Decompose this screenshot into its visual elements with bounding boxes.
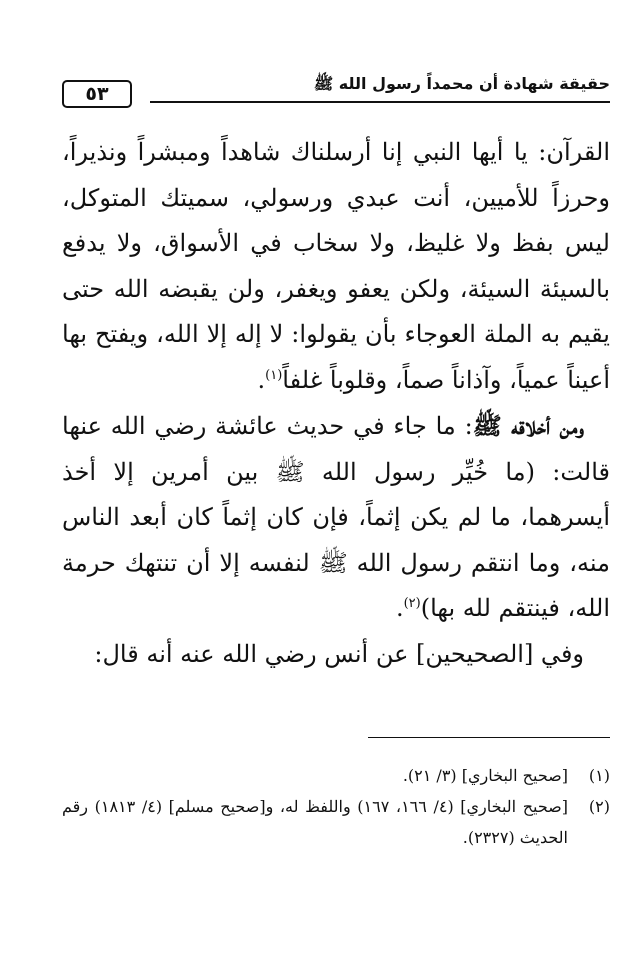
footnotes [62,760,610,853]
running-header [62,70,610,110]
page-number: ٥٣ [62,80,132,108]
footnote-text: [صحيح البخاري] (٤/ ١٦٦، ١٦٧) واللفظ له، و[صحيح مسلم] (٤/ ١٨١٣) رقم الحديث (٢٣٢٧). [62,797,569,847]
header-rule [150,101,610,103]
footnote-ref-2: (٢) [403,596,421,611]
footnote-separator [368,737,610,738]
footnote-text: [صحيح البخاري] (٣/ ٢١). [402,766,568,785]
paragraph-2 [62,403,610,632]
footnote-1 [62,760,610,791]
paragraph-1 [62,130,610,403]
paragraph-1-end: . [257,365,266,394]
footnote-number: (١) [588,766,610,785]
footnote-number: (٢) [588,797,610,816]
paragraph-1-text: القرآن: يا أيها النبي إنا أرسلناك شاهداً ومبشراً ونذيراً، وحرزاً للأميين، أنت عبدي ورسولي، سميتك المتوكل، ليس بفظ ولا غليظ، ولا سخاب في الأسواق، ولا يدفع بالسيئة السيئة، ولكن يعفو ويغفر، ولن يقبضه الله حتى يقيم به الملة العوجاء بأن يقولوا: لا إله إلا الله، ويفتح بها أعيناً عمياً، وآذاناً صماً، وقلوباً غلفاً [62,138,610,394]
footnote-ref-1: (١) [265,367,283,383]
body-text [62,130,610,677]
paragraph-2-lead: ومن أخلاقه ﷺ [472,411,584,440]
paragraph-2-text: : ما جاء في حديث عائشة رضي الله عنها قالت: (ما خُيِّر رسول الله ﷺ بين أمرين إلا أخذ أيسرهما، ما لم يكن إثماً، فإن كان إثماً كان أبعد الناس منه، وما انتقم رسول الله ﷺ لنفسه إلا أن تنتهك حرمة الله، فينتقم لله بها) [62,412,610,622]
header-title: حقيقة شهادة أن محمداً رسول الله ﷺ [313,74,610,93]
footnote-2 [62,791,610,853]
paragraph-3: وفي [الصحيحين] عن أنس رضي الله عنه أنه قال: [94,639,584,668]
paragraph-2-end: . [395,594,404,622]
